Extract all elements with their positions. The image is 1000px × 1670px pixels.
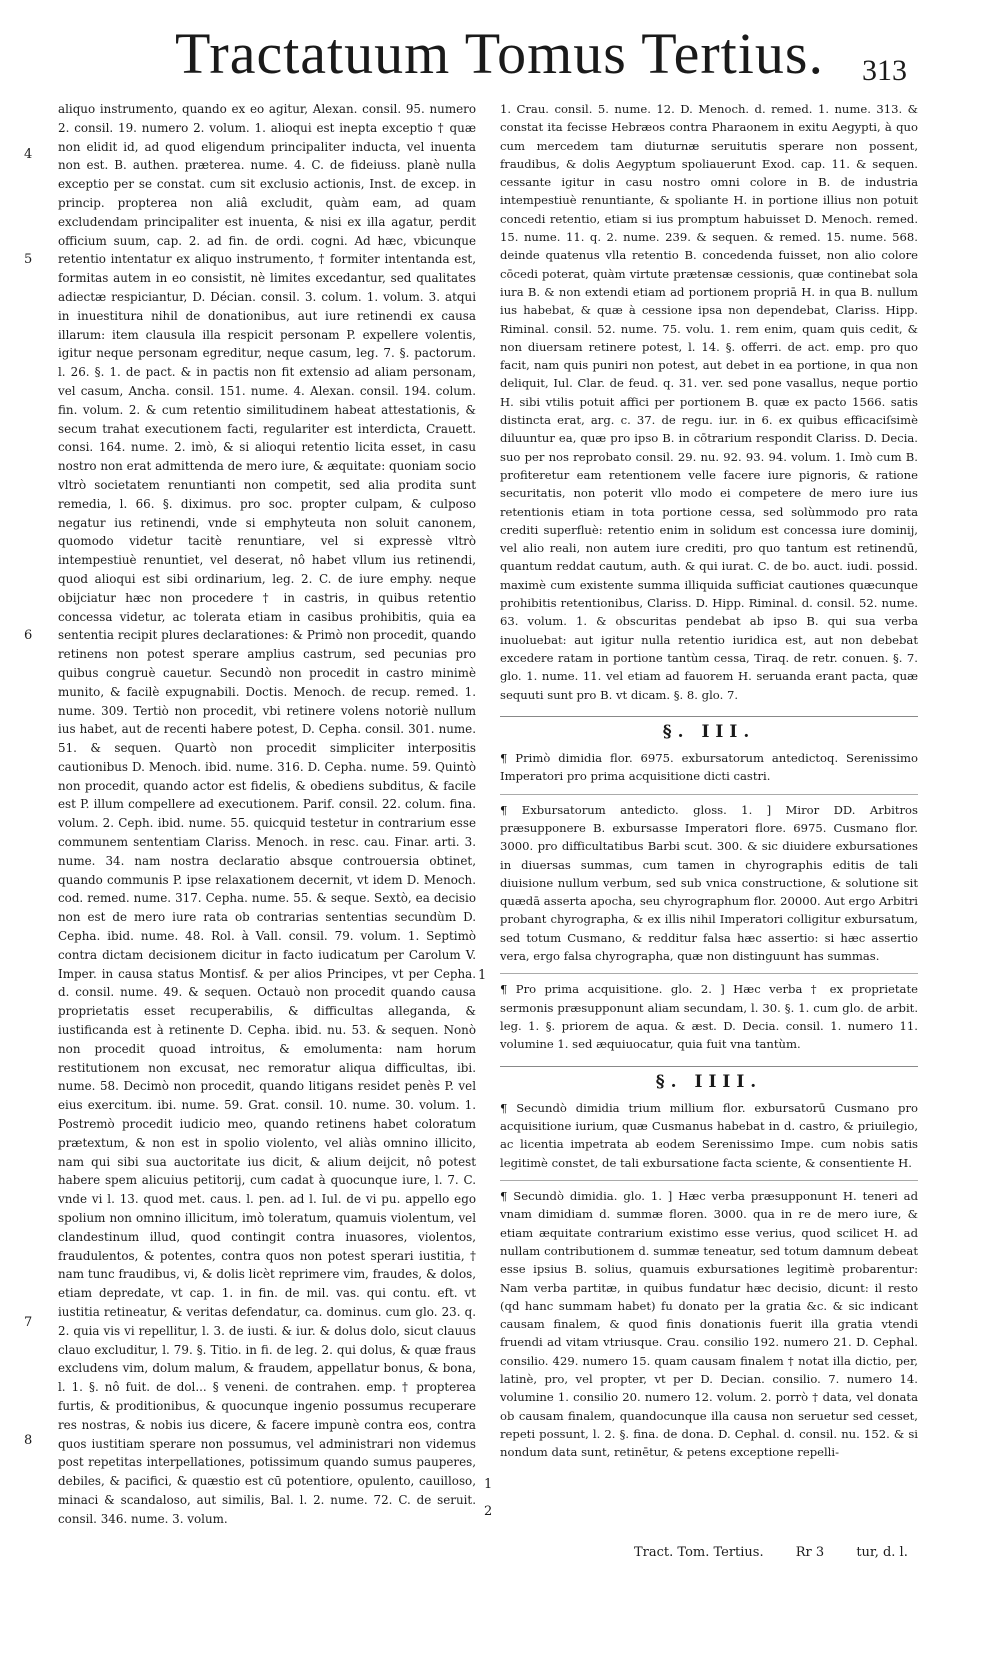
left-column [58,100,476,1529]
section-4-paragraph-1: ¶ Secundò dimidia trium millium flor. exbursatorū Cusmano pro acquisitione iurium, quæ Cusmanus habebat in d. castro, & priuilegio, ac licentia impetrata ab eodem Serenissimo Impe. cum nobis satis legitimè constet, de tali exbursatione facta sciente, & consentiente H. [500,1100,918,1170]
section-4-heading: §. IIII. [500,1066,918,1091]
section-3-paragraph-2: ¶ Exbursatorum antedicto. gloss. 1. ] Miror DD. Arbitros præsupponere B. exbursasse Imperatori flore. 6975. Cusmano flor. 3000. pro difficultatibus Barbi scut. 300. & sic diuidere exbursationes in diuersas summas, cum tamen in chyrographis editis de tali diuisione nullum verbum, sed sub vnica constructione, & solutione sit quædā asserta apocha, seu chyrographum flor. 20000. Aut ergo Arbitri probant chyrographa, & ex illis nihil Imperatori colligitur exbursatum, sed totum Cusmano, & redditur falsa hæc assertio: si hæc assertio vera, ergo falsa chyrographa, quæ non distinguunt has summas. [500,802,918,964]
left-column-text: aliquo instrumento, quando ex eo agitur, Alexan. consil. 95. numero 2. consil. 19. numero 2. volum. 1. alioqui est inepta exceptio † quæ non elidit id, ad quod eligendum principaliter inducta, vel inuenta non est. B. authen. præterea. nume. 4. C. de fideiuss. planè nulla exceptio per se constat. cum sit exclusio actionis, Inst. de excep. in princip. propterea non aliâ excludit, quàm eam, ad quam excludendam principaliter est inuenta, & nisi ex illa agatur, perdit officium suum, cap. 2. ad fin. de ordi. cogni. Ad hæc, vbicunque retentio intentatur ex aliquo instrumento, † formiter intentanda est, formitas autem in eo consistit, nè limites excedantur, sed qualitates adiectæ respiciantur, D. Décian. consil. 3. colum. 1. volum. 3. atqui in inuestitura nihil de donationibus, aut iure retinendi ex causa illarum: item clausula illa respicit personam P. expellere volentis, igitur neque personam egreditur, neque casum, leg. 7. §. pactorum. l. 26. §. 1. de pact. & in pactis non fit extensio ad aliam personam, vel casum, Ancha. consil. 151. nume. 4. Alexan. consil. 194. colum. fin. volum. 2. & cum retentio similitudinem habeat attestationis, & secum trahat executionem facti, regulariter est interdicta, Crauett. consi. 164. nume. 2. imò, & si alioqui retentio licita esset, in casu nostro non erat admittenda de mero iure, & æquitate: quoniam socio vltrò societatem renuntianti non competit, sed alia prodita sunt remedia, l. 66. §. diximus. pro soc. propter culpam, & culposo negatur ius retinendi, vnde si emphyteuta non soluit canonem, quomodo videtur tacitè renuntiare, vel si expressè vltrò intempestiuè renuntiet, vel deserat, nô habet vllum ius retinendi, quod alioqui est sibi ordinarium, leg. 2. C. de iure emphy. neque obijciatur hæc non procedere † in castris, in quibus retentio concessa videtur, ac tolerata etiam in casibus prohibitis, quia ea sententia recipit plures declarationes: & Primò non procedit, quando retinens non potest sperare amplius castrum, sed pecunias pro quibus congruè cauetur. Secundò non procedit in castro minimè munito, & facilè expugnabili. Doctis. Menoch. de recup. remed. 1. nume. 309. Tertiò non procedit, vbi retinere volens notoriè nullum ius habet, aut de recenti habere potest, D. Cepha. consil. 301. nume. 51. & sequen. Quartò non procedit simpliciter interpositis cautionibus D. Menoch. ibid. nume. 316. D. Cepha. nume. 59. Quintò non procedit, quando actor est fidelis, & obediens subditus, & facile est P. illum compellere ad executionem. Parif. consil. 22. colum. fina. volum. 2. Ceph. ibid. nume. 55. quicquid testetur in contrarium esse communem sententiam Clariss. Menoch. in resc. cau. Finar. arti. 3. nume. 34. nam nostra declaratio absque controuersia obtinet, quando communis P. ipse relaxationem decernit, vt idem D. Menoch. cod. remed. nume. 317. Cepha. nume. 55. & seque. Sextò, ea decisio non est de mero iure rata ob contrarias sententias secundùm D. Cepha. ibid. nume. 48. Rol. à Vall. consil. 79. volum. 1. Septimò contra dictam decisionem dicitur in facto iudicatum per Carolum V. Imper. in causa status Montisf. & per alios Principes, vt per Cepha. d. consil. nume. 49. & sequen. Octauò non procedit quando causa proprietatis esset recuperabilis, & difficultas alleganda, & iustificanda est à retinente D. Cepha. ibid. nu. 53. & sequen. Nonò non procedit quoad introitus, & emolumenta: nam horum restitutionem non excusat, nec remoratur aliqua difficultas, ibi. nume. 58. Decimò non procedit, quando litigans residet penès P. vel eius exercitum. ibi. nume. 59. Grat. consil. 10. nume. 30. volum. 1. Postremò procedit iudicio meo, quando retinens habet coloratum prætextum, & non est in spolio violento, vel aliàs omnino illicito, nam qui sibi sua auctoritate ius dicit, & alium deijcit, nô potest habere spem alicuius petitorij, cum cadat à quocunque iure, l. 7. C. vnde vi l. 13. quod met. caus. l. pen. ad l. Iul. de vi pu. appello ego spolium non omnino illicitum, imò toleratum, quamuis violentum, vel clandestinum illud, quod contingit contra inuasores, violentos, fraudulentos, & potentes, contra quos non potest sperari iustitia, † nam tunc fraudibus, vi, & dolis licèt reprimere vim, fraudes, & dolos, etiam depredate, vt cap. 1. in fin. de mil. vas. qui contu. eft. vt iustitia retineatur, & veritas defendatur, ca. dominus. cum glo. 23. q. 2. quia vis vi repellitur, l. 3. de iusti. & iur. & dolus dolo, sicut clauus clauo excluditur, l. 79. §. Titio. in fi. de leg. 2. qui dolus, & quæ fraus excludens vim, dolum malum, & fraudem, appellatur bonus, & bona, l. 1. §. nô fuit. de dol... § veneni. de contrahen. emp. † propterea furtis, & proditionibus, & quocunque ingenio possumus recuperare res nostras, & nobis ius dicere, & facere impunè contra eos, contra quos iustitiam sperare non possumus, vel administrari non videmus post repetitas interpellationes, potissimum quando sumus pauperes, debiles, & pacifici, & quæstio est cū potentiore, opulento, cauilloso, minaci & scandaloso, aut similis, Bal. l. 2. nume. 72. C. de seruit. consil. 346. nume. 3. volum. [58,102,476,1526]
footer-catchword: tur, d. l. [856,1545,908,1560]
section-3-paragraph-1: ¶ Primò dimidia flor. 6975. exbursatorum antedictoq. Serenissimo Imperatori pro prima acquisitione dicti castri. [500,751,918,784]
footer-signature-mark: Rr 3 [795,1545,825,1560]
margin-number-5: 5 [24,252,33,267]
margin-number-4: 4 [24,147,33,162]
margin-number-8: 8 [24,1433,33,1448]
page-footer [634,1545,936,1561]
section-4-paragraph-2: ¶ Secundò dimidia. glo. 1. ] Hæc verba præsupponunt H. teneri ad vnam dimidiam d. summæ floren. 3000. qua in re de mero iure, & etiam æquitate contrarium existimo esse verius, quod scilicet H. ad nullam contributionem d. summæ teneatur, sed totum damnum debeat esse ipsius B. solius, quamuis exbursationes legitimè probarentur: Nam verba partitæ, in quibus fundatur hæc decisio, dicunt: il resto (qd hanc summam habet) fu donato per la gratia &c. & sic indicant causam finalem, & quod finis donationis fuerit illa gratia vtendi fruendi ad vitam vtriusque. Crau. consilio 192. numero 21. D. Cephal. consilio. 429. numero 15. quam causam finalem † notat illa dictio, per, latinè, pro, vel propter, vt per D. Decian. consilio. 7. numero 14. volumine 1. consilio 20. numero 12. volum. 2. porrò † data, vel donata ob causam finalem, quandocunque illa causa non seruetur sed cesset, repeti possunt, l. 2. §. fina. de dona. D. Cephal. d. consil. nu. 152. & si nondum data sunt, retinētur, & petens exceptione repelli- [500,1189,918,1460]
margin-number-right-2: 2 [484,1504,493,1519]
margin-number-6: 6 [24,628,33,643]
footer-signature-title: Tract. Tom. Tertius. [634,1545,764,1560]
page-header [0,18,1000,90]
margin-number-right-1a: 1 [478,968,487,983]
margin-number-7: 7 [24,1315,33,1330]
section-3-gloss-1 [500,794,918,966]
section-3-gloss-2 [500,973,918,1053]
running-title: Tractatuum Tomus Tertius. [175,21,824,86]
section-4-gloss-1 [500,1180,918,1461]
right-column [500,100,918,1461]
section-3-heading: §. III. [500,716,918,741]
right-column-intro: 1. Crau. consil. 5. nume. 12. D. Menoch. d. remed. 1. nume. 313. & constat ita fecisse Hebræos contra Pharaonem in exitu Aegypti, à quo cum mercedem tam diuturnæ seruitutis sperare non possent, fraudibus, & dolis Aegyptum spoliauerunt Exod. cap. 11. & sequen. cessante igitur in casu nostro omni colore in B. de industria intempestiuè renuntiante, & spoliante H. in portione illius non potuit concedi retentio, etiam si ius promptum habuisset D. Menoch. remed. 15. nume. 11. q. 2. nume. 239. & sequen. & remed. 15. nume. 568. deinde quatenus vlla retentio B. concedenda fuisset, non alio colore cōcedi poterat, quàm virtute prætensæ cessionis, quæ continebat sola iura B. & non extendi etiam ad portionem propriā H. in qua B. nullum ius habebat, & quæ à cessione ipsa non dependebat, Clariss. Hipp. Riminal. consil. 52. nume. 75. volu. 1. rem enim, quam quis cedit, & non diuersam retinere potest, l. 14. §. offerri. de act. emp. pro quo facit, nam quis puniri non potest, aut debet in ea portione, in qua non deliquit, Iul. Clar. de feud. q. 31. ver. sed pone vasallus, neque portio H. sibi vtilis potuit affici per portionem B. quæ ex pacto 1566. satis distincta erat, arg. c. 37. de regu. iur. in 6. ex quibus efficaciſsimè diluuntur ea, quæ pro ipso B. in cōtrarium respondit Clariss. D. Decia. suo per nos reprobato consil. 29. nu. 92. 93. 94. volum. 1. Imò cum B. profiteretur eam retentionem velle facere iure pignoris, & ratione securitatis, non poterit vllo modo ei competere de mero iure ius retentionis etiam in tota portione cessa, sed solùmmodo pro rata crediti superfluè: retentio enim in solidum est concessa iure dominij, vel alio reali, non autem iure crediti, pro quo tantum est retinendū, quantum reddat cautum, auth. & qui iurat. C. de bo. auct. iudi. possid. maximè cum existente summa illiquida sufficiat cautiones quæcunque prohibitis retentionibus, Clariss. D. Hipp. Riminal. d. consil. 52. nume. 63. volum. 1. & obscuritas pendebat ab ipso B. qui sua verba inuoluebat: aut igitur nulla retentio iuridica est, aut non debebat excedere ratam in portione tantùm cessa, Tiraq. de retr. conuen. §. 7. glo. 1. nume. 11. vel etiam ad fauorem H. seruanda erant pacta, quæ sequuti sunt pro B. vt dicam. §. 8. glo. 7. [500,102,918,702]
section-3-paragraph-3: ¶ Pro prima acquisitione. glo. 2. ] Hæc verba † ex proprietate sermonis præsupponunt aliam secundam, l. 30. §. 1. cum glo. de arbit. leg. 1. §. priorem de aqua. & æst. D. Decia. consil. 1. numero 11. volumine 1. sed æquiuocatur, quia fuit vna tantùm. [500,982,918,1052]
margin-number-right-1b: 1 [484,1477,493,1492]
page-number: 313 [862,54,907,87]
